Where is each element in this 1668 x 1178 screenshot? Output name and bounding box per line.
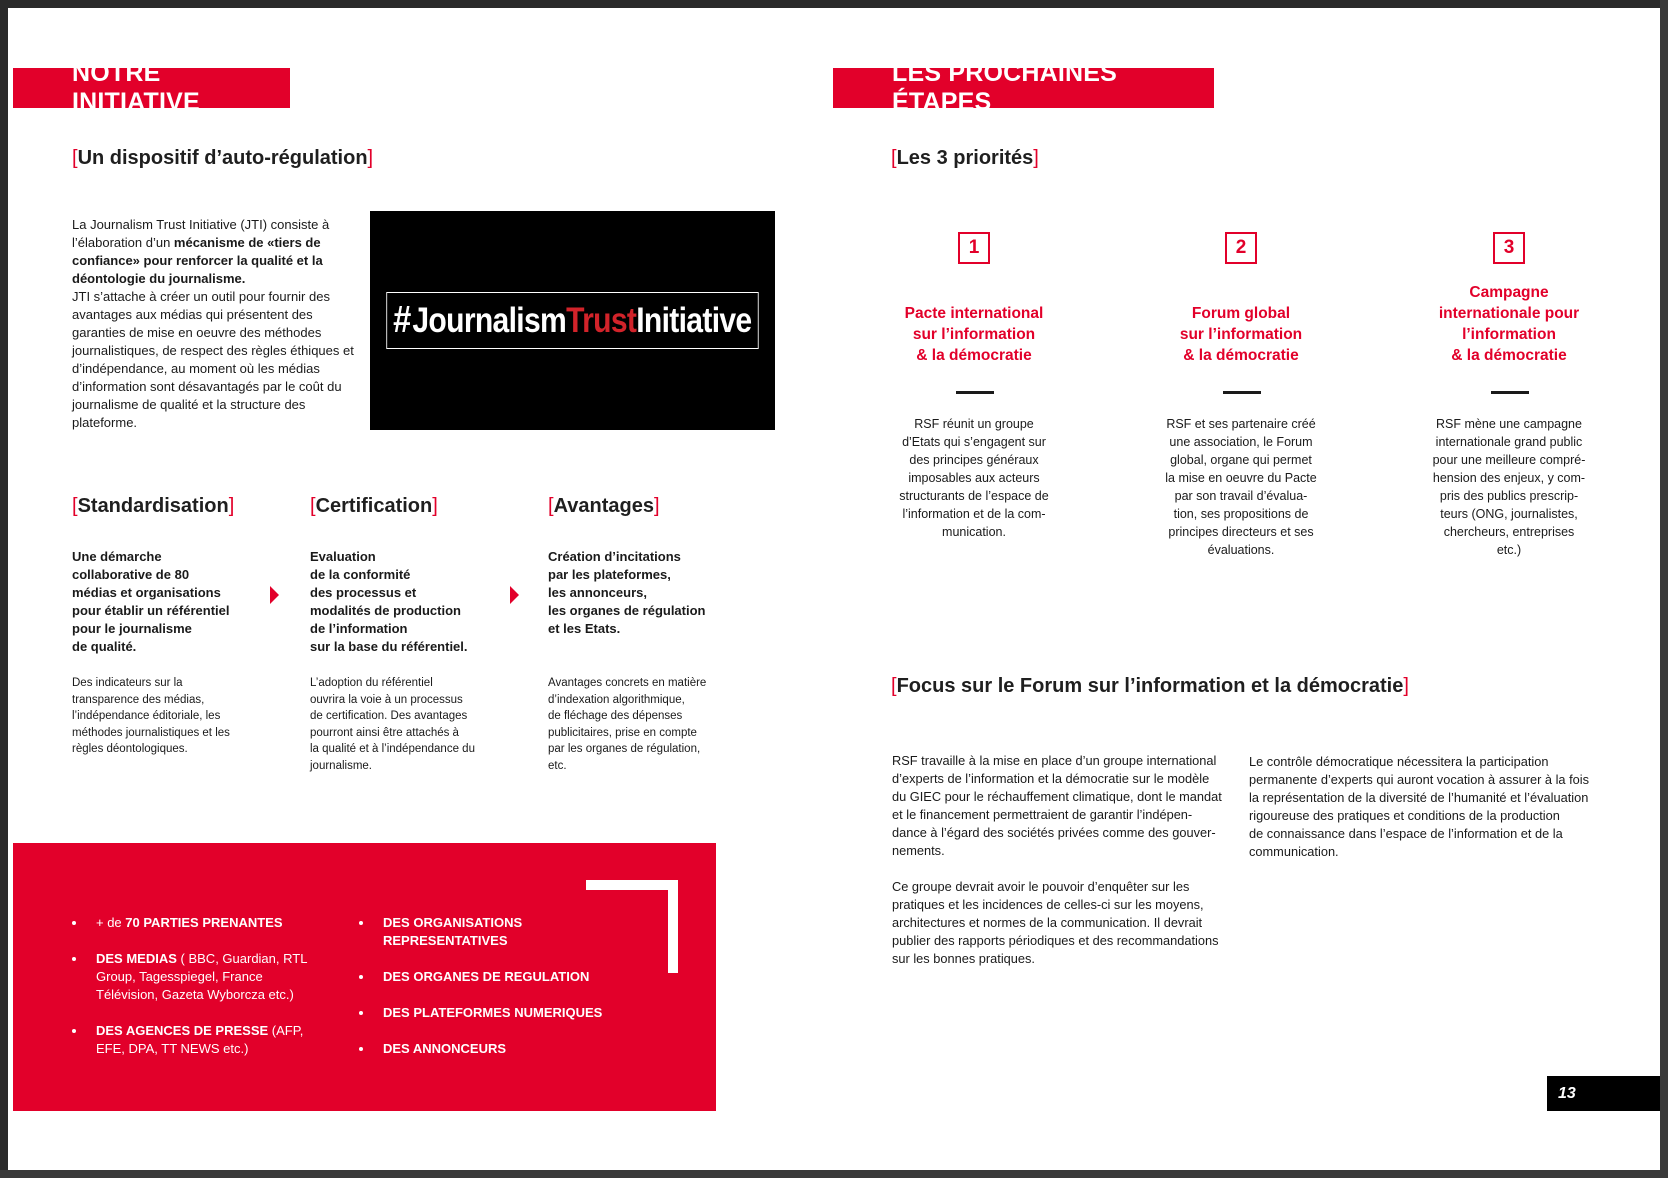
- column-desc-certification: L’adoption du référentiel ouvrira la voie à un processus de certification. Des avantages pourront ainsi être attachés à la qualité et à l’indépendance du journalisme.: [310, 677, 475, 772]
- column-lead-standardisation: Une démarche collaborative de 80 médias et organisations pour établir un référentiel pour le journalisme de qualité.: [72, 549, 230, 654]
- column-title-text: Certification: [315, 495, 433, 517]
- list-item: + de 70 PARTIES PRENANTES: [72, 914, 322, 932]
- column-title-text: Standardisation: [77, 495, 229, 517]
- column-lead-certification: Evaluation de la conformité des processus et modalités de production de l’information sur la base du référentiel.: [310, 549, 468, 654]
- subtitle-focus-forum: [Focus sur le Forum sur l’information et la démocratie]: [891, 675, 1409, 697]
- arrow-right-icon: [510, 586, 519, 604]
- priority-number-3: 3: [1493, 232, 1525, 264]
- intro-text-bold: mécanisme de «tiers de confiance» pour renforcer la qualité et la déontologie du journalisme.: [72, 235, 323, 286]
- priority-divider: [1491, 391, 1529, 394]
- priority-number-2: 2: [1225, 232, 1257, 264]
- logo-word-initiative: Initiative: [636, 300, 752, 340]
- corner-bracket-icon: [668, 880, 678, 973]
- jti-logo: [386, 292, 758, 349]
- logo-word-trust: Trust: [566, 300, 637, 340]
- frame-bottom: [0, 1170, 1668, 1178]
- subtitle-text: Un dispositif d’auto-régulation: [77, 147, 368, 169]
- focus-column-2: [1249, 753, 1597, 879]
- column-title-certification: [Certification]: [310, 495, 438, 517]
- focus-paragraph: Ce groupe devrait avoir le pouvoir d’enquêter sur les pratiques et les incidences de celles-ci sur les moyens, architectures et normes de la communication. Il devrait publier des rapports périodiques et des recommandations sur les bonnes pratiques.: [892, 879, 1219, 966]
- jti-logo-image: [370, 211, 775, 430]
- priority-number-1: 1: [958, 232, 990, 264]
- section-banner-prochaines-etapes: [833, 59, 1214, 116]
- column-desc-avantages: Avantages concrets en matière d’indexation algorithmique, de fléchage des dépenses publicitaires, prise en compte par les organes de régulation, etc.: [548, 677, 707, 772]
- stakeholders-list-left: [72, 914, 322, 1076]
- column-desc-standardisation: Des indicateurs sur la transparence des médias, l’indépendance éditoriale, les méthodes journalistiques et les règles déontologiques.: [72, 677, 230, 755]
- priority-title-2: Forum global sur l’information & la démocratie: [1179, 305, 1303, 364]
- arrow-right-icon: [270, 586, 279, 604]
- subtitle-auto-regulation: [Un dispositif d’auto-régulation]: [72, 147, 374, 169]
- list-item: DES MEDIAS ( BBC, Guardian, RTL Group, Tagesspiegel, France Télévision, Gazeta Wyborcza etc.): [72, 950, 322, 1004]
- priority-text-1: RSF réunit un groupe d’Etats qui s’engagent sur des principes généraux imposables aux acteurs structurants de l’espace de l’information et de la com- munication.: [899, 417, 1049, 539]
- column-title-text: Avantages: [553, 495, 654, 517]
- intro-text-second: JTI s’attache à créer un outil pour fournir des avantages aux médias qui présentent des garanties de mise en oeuvre des méthodes journalistiques, de respect des règles éthiques et d’indépendance, au moment où les médias d’information sont désavantagés par le coût du journalisme de qualité et la structure des plateforme.: [72, 289, 354, 430]
- focus-paragraph: Le contrôle démocratique nécessitera la participation permanente d’experts qui auront vocation à assurer à la fois la représentation de la diversité de l’humanité et l’évaluation rigoureuse des pratiques et conditions de la production de connaissance dans l’espace de l’information et de la communication.: [1249, 754, 1590, 859]
- page-number: 13: [1547, 1076, 1660, 1111]
- intro-paragraph: [72, 216, 362, 432]
- list-item: DES AGENCES DE PRESSE (AFP, EFE, DPA, TT NEWS etc.): [72, 1022, 322, 1058]
- column-title-standardisation: [Standardisation]: [72, 495, 235, 517]
- column-lead-avantages: Création d’incitations par les plateformes, les annonceurs, les organes de régulation et les Etats.: [548, 549, 706, 636]
- banner-title: LES PROCHAINES ÉTAPES: [892, 59, 1118, 116]
- focus-paragraph: RSF travaille à la mise en place d’un groupe international d’experts de l’information et la démocratie sur le modèle du GIEC pour le réchauffement climatique, dont le mandat et le financement permettraient de garantir l’indépen- dance à l’égard des sociétés privées comme des gouver- nements.: [892, 753, 1222, 858]
- list-item: DES PLATEFORMES NUMERIQUES: [359, 1004, 629, 1022]
- banner-title: NOTRE INITIATIVE: [72, 59, 200, 116]
- intro-text-plain: La Journalism Trust Initiative (JTI) consiste à l’élaboration d’un: [72, 217, 330, 250]
- subtitle-priorites: [Les 3 priorités]: [891, 147, 1039, 169]
- frame-top: [0, 0, 1668, 8]
- logo-hash: #: [393, 299, 411, 341]
- focus-column-1: [892, 752, 1240, 986]
- priority-title-3: Campagne internationale pour l’information & la démocratie: [1438, 284, 1580, 364]
- list-item: DES ORGANES DE REGULATION: [359, 968, 629, 986]
- frame-left: [0, 0, 8, 1178]
- frame-right: [1660, 0, 1668, 1178]
- subtitle-text: Les 3 priorités: [896, 147, 1034, 169]
- section-banner-initiative: [13, 59, 290, 116]
- priority-text-3: RSF mène une campagne internationale grand public pour une meilleure compré- hension des enjeux, y com- pris des publics prescrip- teurs (ONG, journalistes, chercheurs, entreprises etc.): [1432, 417, 1586, 557]
- list-item: DES ORGANISATIONS REPRESENTATIVES: [359, 914, 629, 950]
- priority-title-1: Pacte international sur l’information & la démocratie: [904, 305, 1044, 364]
- corner-bracket-icon: [586, 880, 678, 890]
- priority-divider: [1223, 391, 1261, 394]
- priority-divider: [956, 391, 994, 394]
- list-item: DES ANNONCEURS: [359, 1040, 629, 1058]
- subtitle-text: Focus sur le Forum sur l’information et la démocratie: [896, 675, 1404, 697]
- column-title-avantages: [Avantages]: [548, 495, 660, 517]
- logo-word-journalism: Journalism: [412, 300, 567, 340]
- stakeholders-list-right: [359, 914, 629, 1076]
- priority-text-2: RSF et ses partenaire créé une association, le Forum global, organe qui permet la mise en oeuvre du Pacte par son travail d’évalua- tion, ses propositions de principes directeurs et ses évaluations.: [1165, 417, 1317, 557]
